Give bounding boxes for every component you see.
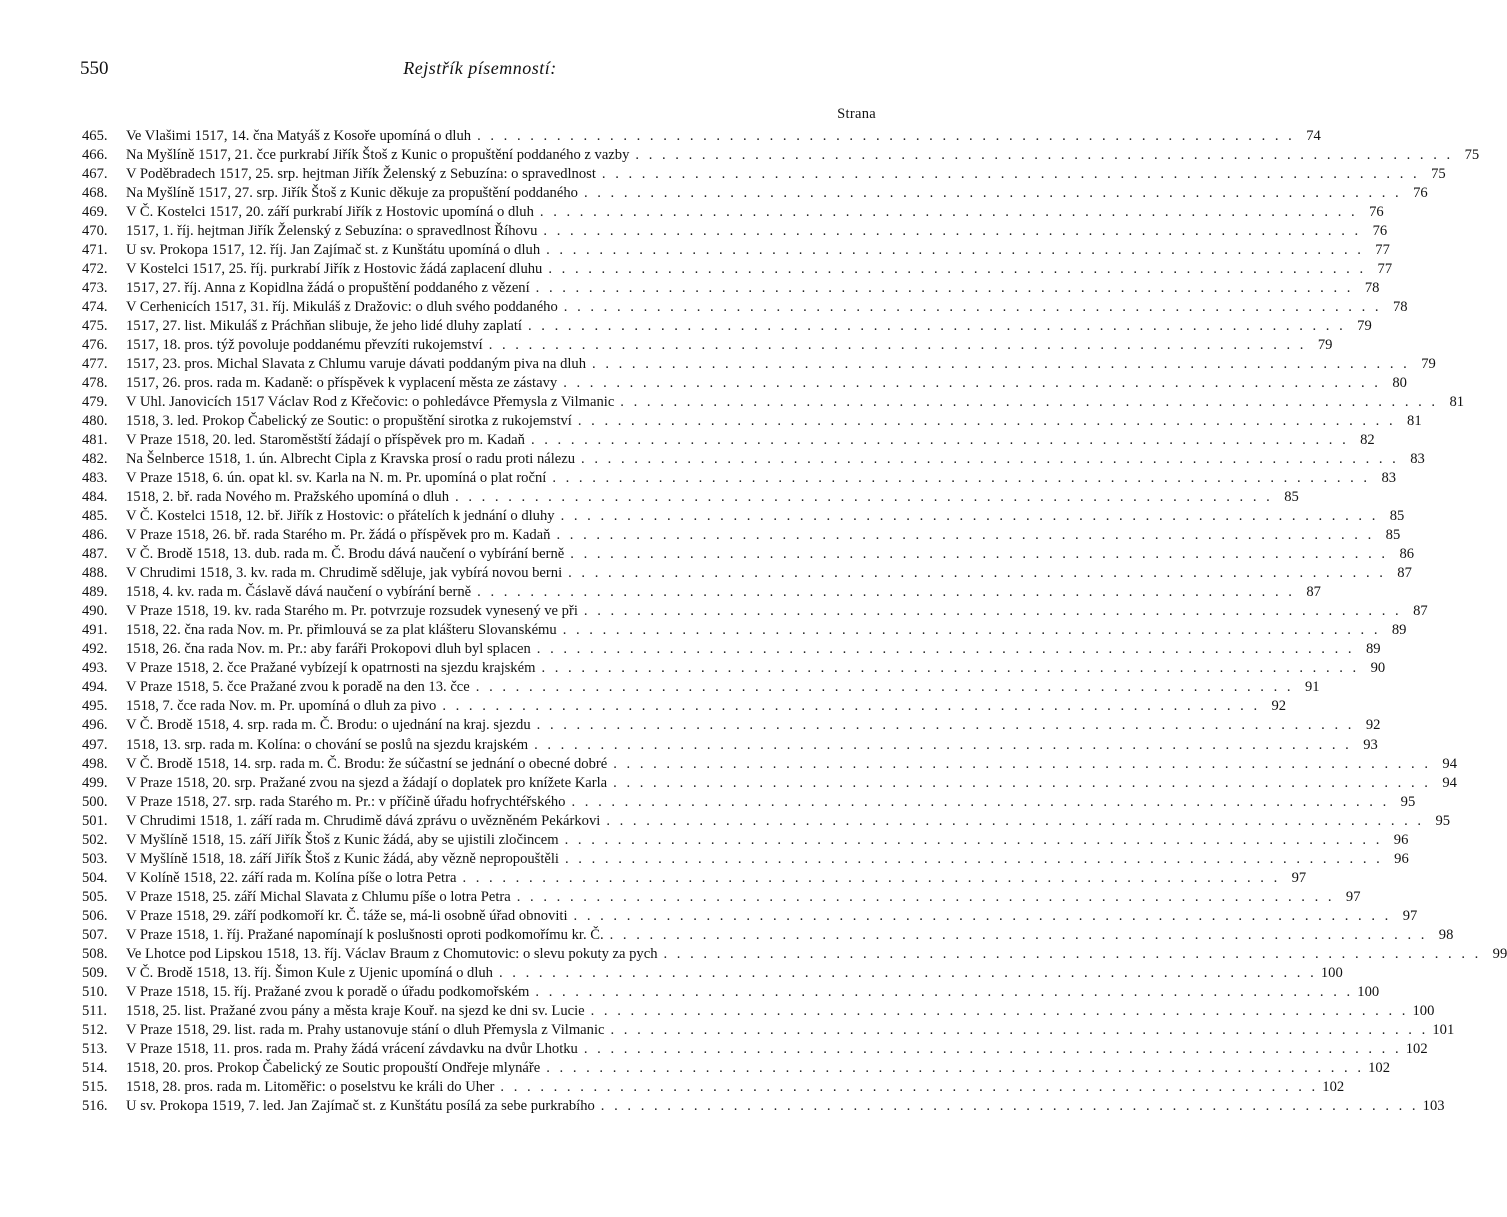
dot-leader (493, 964, 1321, 983)
entry-page-number: 85 (1284, 489, 1299, 506)
entry-description: V Chrudimi 1518, 3. kv. rada m. Chrudimě sděluje, jak vybírá novou berni (126, 565, 563, 582)
entry-number: 498. (82, 755, 108, 772)
entry-page-number: 79 (1357, 318, 1372, 335)
entry-number: 495. (82, 698, 108, 715)
entry-number: 474. (82, 299, 108, 316)
dot-leader (607, 755, 1435, 774)
entry-number: 511. (82, 1002, 107, 1019)
entry-description: V Praze 1518, 19. kv. rada Starého m. Pr. potvrzuje rozsudek vynesený ve při (126, 603, 578, 620)
dot-leader (575, 450, 1403, 469)
dot-leader (568, 907, 1396, 926)
dot-leader (456, 869, 1284, 888)
dot-leader (585, 1002, 1413, 1021)
running-title: Rejstřík písemností: (403, 58, 557, 78)
dot-leader (607, 774, 1435, 793)
entry-number: 477. (82, 356, 108, 373)
entry-page-number: 79 (1317, 337, 1333, 354)
entry-description: 1517, 1. říj. hejtman Jiřík Želenský z Sebuzína: o spravedlnost Říhovu (126, 223, 538, 240)
register-entry (82, 393, 1465, 412)
entry-number: 470. (82, 223, 108, 240)
register-entry (82, 945, 1507, 964)
entry-description: V Praze 1518, 29. září podkomoří kr. Č. táže se, má-li osobně úřad obnoviti (126, 907, 568, 924)
entry-description: V Č. Brodě 1518, 14. srp. rada m. Č. Brodu: že súčastní se jednání o obecné dobré (126, 755, 608, 772)
register-entry (82, 507, 1405, 526)
entry-number: 488. (82, 565, 108, 582)
entry-page-number: 97 (1291, 869, 1307, 886)
entry-number: 484. (82, 489, 108, 506)
entry-page-number: 77 (1375, 242, 1390, 259)
entry-number: 499. (82, 774, 108, 791)
register-entry (82, 374, 1407, 393)
entry-description: 1518, 7. čce rada Nov. m. Pr. upomíná o dluh za pivo (126, 698, 437, 715)
register-entry (82, 621, 1407, 640)
dot-leader (471, 127, 1299, 146)
entry-description: 1518, 3. led. Prokop Čabelický ze Soutic: o propuštění sirotka z rukojemství (126, 413, 572, 430)
entry-number: 516. (82, 1097, 108, 1114)
dot-leader (614, 393, 1442, 412)
entry-page-number: 94 (1442, 774, 1457, 791)
register-entry (82, 1059, 1390, 1078)
entry-number: 469. (82, 204, 108, 221)
dot-leader (522, 317, 1350, 336)
entry-description: 1517, 27. list. Mikuláš z Práchňan slibuje, že jeho lidé dluhy zaplatí (126, 318, 522, 335)
dot-leader (604, 926, 1432, 945)
register-entry (82, 850, 1409, 869)
entry-description: V Poděbradech 1517, 25. srp. hejtman Jiřík Želenský z Sebuzína: o spravedlnost (126, 166, 596, 183)
entry-number: 500. (82, 793, 108, 810)
entry-description: V Č. Brodě 1518, 13. říj. Šimon Kule z Ujenic upomíná o dluh (126, 964, 493, 981)
dot-leader (449, 488, 1277, 507)
entry-description: V Praze 1518, 20. led. Staroměstští žádají o příspěvek pro m. Kadaň (126, 432, 525, 449)
register-entry (82, 545, 1415, 564)
entry-page-number: 100 (1357, 983, 1380, 1000)
entry-page-number: 92 (1365, 717, 1381, 734)
entry-page-number: 98 (1438, 926, 1454, 943)
register-entry (82, 659, 1386, 678)
entry-number: 497. (82, 736, 108, 753)
entry-number: 493. (82, 660, 108, 677)
register-entry (82, 431, 1375, 450)
register-entry (82, 869, 1307, 888)
entry-page-number: 76 (1413, 185, 1428, 202)
register-entry (82, 1021, 1455, 1040)
dot-leader (562, 564, 1390, 583)
entry-description: 1517, 27. říj. Anna z Kopidlna žádá o propuštění poddaného z vězení (126, 280, 530, 297)
page-number: 550 (80, 58, 109, 79)
dot-leader (600, 812, 1428, 831)
register-entry (82, 336, 1333, 355)
entry-description: V Praze 1518, 5. čce Pražané zvou k poradě na den 13. čce (126, 679, 470, 696)
entry-description: V Č. Brodě 1518, 13. dub. rada m. Č. Brodu dává naučení o vybírání berně (126, 546, 565, 563)
register-entry (82, 736, 1378, 755)
entry-page-number: 87 (1306, 584, 1321, 601)
entry-description: V Praze 1518, 29. list. rada m. Prahy ustanovuje stání o dluh Přemysla z Vilmanic (126, 1021, 605, 1038)
dot-leader (572, 412, 1400, 431)
entry-description: Ve Lhotce pod Lipskou 1518, 13. říj. Václav Braum z Chomutovic: o slevu pokuty za pych (126, 945, 658, 962)
entry-page-number: 90 (1370, 660, 1386, 677)
entry-number: 489. (82, 584, 108, 601)
entry-page-number: 92 (1271, 698, 1287, 715)
entry-number: 501. (82, 812, 108, 829)
dot-leader (586, 355, 1414, 374)
dot-leader (604, 1021, 1432, 1040)
register-entry (82, 222, 1388, 241)
entry-page-number: 81 (1407, 413, 1422, 430)
entry-number: 503. (82, 850, 108, 867)
register-entry (82, 1097, 1445, 1116)
register-entry (82, 127, 1321, 146)
entry-page-number: 100 (1412, 1002, 1435, 1019)
entry-description: V Cerhenicích 1517, 31. říj. Mikuláš z Dražovic: o dluh svého poddaného (126, 299, 558, 316)
entry-page-number: 94 (1442, 755, 1457, 772)
entry-number: 491. (82, 622, 108, 639)
entry-number: 512. (82, 1021, 108, 1038)
dot-leader (546, 469, 1374, 488)
entry-page-number: 85 (1389, 508, 1405, 525)
entry-page-number: 89 (1391, 622, 1407, 639)
register-entry (82, 260, 1393, 279)
entry-description: V Č. Kostelci 1517, 20. září purkrabí Jiřík z Hostovic upomíná o dluh (126, 204, 534, 221)
entry-number: 471. (82, 242, 108, 259)
entry-number: 475. (82, 318, 108, 335)
register-entry (82, 983, 1380, 1002)
dot-leader (565, 793, 1393, 812)
entry-number: 508. (82, 945, 108, 962)
entry-number: 476. (82, 337, 108, 354)
dot-leader (540, 1059, 1368, 1078)
dot-leader (558, 298, 1386, 317)
register-entry (82, 926, 1454, 945)
dot-leader (557, 374, 1385, 393)
register-entry (82, 469, 1397, 488)
entry-page-number: 78 (1364, 280, 1380, 297)
register-entry (82, 412, 1422, 431)
dot-leader (436, 697, 1264, 716)
entry-number: 482. (82, 451, 108, 468)
entry-number: 487. (82, 546, 108, 563)
register-entry (82, 165, 1446, 184)
dot-leader (559, 850, 1387, 869)
entry-number: 478. (82, 375, 108, 392)
entry-number: 486. (82, 527, 108, 544)
dot-leader (629, 146, 1457, 165)
dot-leader (658, 945, 1486, 964)
entry-number: 504. (82, 869, 108, 886)
register-entry (82, 488, 1299, 507)
entry-description: V Praze 1518, 25. září Michal Slavata z Chlumu píše o lotra Petra (126, 888, 511, 905)
entry-number: 490. (82, 603, 108, 620)
entry-description: V Praze 1518, 1. říj. Pražané napomínají k poslušnosti oproti podkomořímu kr. Č. (126, 926, 604, 943)
entry-page-number: 102 (1405, 1040, 1428, 1057)
register-entry (82, 241, 1390, 260)
entry-description: V Kostelci 1517, 25. říj. purkrabí Jiřík z Hostovic žádá zaplacení dluhu (126, 261, 543, 278)
entry-description: 1518, 22. čna rada Nov. m. Pr. přimlouvá se za plat klášteru Slovanskému (126, 622, 557, 639)
entry-page-number: 97 (1402, 907, 1418, 924)
dot-leader (550, 526, 1378, 545)
entry-number: 465. (82, 128, 108, 144)
entry-page-number: 97 (1345, 888, 1361, 905)
entry-number: 502. (82, 831, 108, 848)
entry-description: 1518, 25. list. Pražané zvou pány a města kraje Kouř. na sjezd ke dni sv. Lucie (126, 1002, 585, 1019)
entry-description: V Praze 1518, 6. ún. opat kl. sv. Karla na N. m. Pr. upomíná o plat roční (126, 470, 547, 487)
entry-description: V Praze 1518, 27. srp. rada Starého m. Pr.: v příčině úřadu hofrychtéřského (126, 793, 566, 810)
dot-leader (525, 431, 1353, 450)
entry-page-number: 101 (1432, 1021, 1455, 1038)
register-entry (82, 602, 1428, 621)
dot-leader (471, 583, 1299, 602)
register-entry (82, 526, 1401, 545)
register-entry (82, 888, 1361, 907)
register-list (82, 127, 1507, 1116)
entry-number: 515. (82, 1078, 108, 1095)
entry-number: 479. (82, 394, 108, 411)
entry-number: 485. (82, 508, 108, 525)
entry-page-number: 86 (1399, 546, 1415, 563)
register-entry (82, 583, 1321, 602)
entry-description: Na Myšlíně 1517, 27. srp. Jiřík Štoš z Kunic děkuje za propuštění poddaného (126, 185, 578, 202)
entry-description: 1518, 4. kv. rada m. Čáslavě dává naučení o vybírání berně (126, 584, 472, 601)
entry-description: V Č. Brodě 1518, 4. srp. rada m. Č. Brodu: o ujednání na kraj. sjezdu (126, 717, 531, 734)
entry-number: 483. (82, 470, 108, 487)
register-entry (82, 716, 1381, 735)
dot-leader (483, 336, 1311, 355)
register-entry (82, 564, 1412, 583)
dot-leader (564, 545, 1392, 564)
entry-description: 1517, 18. pros. týž povoluje poddanému převzíti rukojemství (126, 337, 483, 354)
entry-description: V Praze 1518, 20. srp. Pražané zvou na sjezd a žádají o doplatek pro knížete Karla (126, 774, 608, 791)
entry-description: V Myšlíně 1518, 18. září Jiřík Štoš z Kunic žádá, aby vězně nepropouštěli (126, 850, 559, 867)
register-entry (82, 774, 1457, 793)
dot-leader (528, 736, 1356, 755)
entry-description: Na Šelnberce 1518, 1. ún. Albrecht Cipla z Kravska prosí o radu proti nálezu (126, 451, 576, 468)
dot-leader (578, 1040, 1406, 1059)
entry-page-number: 91 (1304, 679, 1320, 696)
entry-number: 514. (82, 1059, 108, 1076)
register-entry (82, 1040, 1428, 1059)
entry-description: 1517, 26. pros. rada m. Kadaně: o příspěvek k vyplacení města ze zástavy (126, 375, 558, 392)
entry-number: 466. (82, 147, 108, 164)
entry-description: 1518, 20. pros. Prokop Čabelický ze Soutic propouští Ondřeje mlynáře (126, 1059, 541, 1076)
dot-leader (557, 621, 1385, 640)
dot-leader (596, 165, 1424, 184)
entry-description: Ve Vlašimi 1517, 14. čna Matyáš z Kosoře upomíná o dluh (126, 128, 472, 144)
register-entry (82, 203, 1384, 222)
dot-leader (534, 203, 1362, 222)
dot-leader (530, 279, 1358, 298)
entry-number: 510. (82, 983, 108, 1000)
entry-number: 509. (82, 964, 108, 981)
register-entry (82, 812, 1451, 831)
register-entry (82, 355, 1436, 374)
entry-number: 480. (82, 413, 108, 430)
register-entry (82, 831, 1409, 850)
entry-page-number: 79 (1421, 356, 1436, 373)
entry-number: 507. (82, 926, 108, 943)
entry-description: V Chrudimi 1518, 1. září rada m. Chrudimě dává zprávu o uvězněném Pekárkovi (126, 812, 601, 829)
dot-leader (578, 184, 1406, 203)
entry-page-number: 96 (1394, 850, 1409, 867)
entry-page-number: 103 (1422, 1097, 1445, 1114)
register-entry (82, 279, 1380, 298)
entry-page-number: 83 (1381, 470, 1397, 487)
dot-leader (542, 260, 1370, 279)
entry-page-number: 96 (1393, 831, 1409, 848)
register-entry (82, 697, 1287, 716)
entry-number: 494. (82, 679, 108, 696)
entry-page-number: 100 (1320, 964, 1343, 981)
dot-leader (494, 1078, 1322, 1097)
dot-leader (537, 222, 1365, 241)
entry-page-number: 102 (1368, 1059, 1390, 1076)
entry-page-number: 82 (1360, 432, 1375, 449)
register-entry (82, 298, 1408, 317)
entry-page-number: 80 (1392, 375, 1407, 392)
entry-page-number: 76 (1372, 223, 1388, 240)
dot-leader (531, 716, 1359, 735)
dot-leader (470, 678, 1298, 697)
dot-leader (540, 241, 1368, 260)
entry-description: V Praze 1518, 2. čce Pražané vybízejí k opatrnosti na sjezdu krajském (126, 660, 536, 677)
entry-description: U sv. Prokopa 1517, 12. říj. Jan Zajímač st. z Kunštátu upomíná o dluh (126, 242, 541, 259)
entry-page-number: 74 (1306, 128, 1321, 144)
dot-leader (511, 888, 1339, 907)
entry-description: V Praze 1518, 11. pros. rada m. Prahy žádá vrácení závdavku na dvůr Lhotku (126, 1040, 578, 1057)
entry-page-number: 95 (1400, 793, 1416, 810)
register-entry (82, 317, 1372, 336)
entry-description: V Uhl. Janovicích 1517 Václav Rod z Křečovic: o pohledávce Přemysla z Vilmanic (126, 394, 615, 411)
entry-description: V Kolíně 1518, 22. září rada m. Kolína píše o lotra Petra (126, 869, 457, 886)
register-entry (82, 964, 1343, 983)
entry-page-number: 95 (1435, 812, 1451, 829)
entry-page-number: 85 (1385, 527, 1401, 544)
page-header (80, 58, 880, 88)
entry-description: 1518, 28. pros. rada m. Litoměřic: o poselstvu ke králi do Uher (126, 1078, 495, 1095)
register-entry (82, 184, 1428, 203)
register-entry (82, 793, 1416, 812)
entry-page-number: 83 (1410, 451, 1425, 468)
entry-number: 496. (82, 717, 108, 734)
entry-description: V Praze 1518, 26. bř. rada Starého m. Pr. žádá o příspěvek pro m. Kadaň (126, 527, 551, 544)
entry-page-number: 89 (1365, 641, 1381, 658)
page-column-label: Strana (837, 106, 876, 122)
entry-page-number: 93 (1363, 736, 1378, 753)
entry-description: 1518, 26. čna rada Nov. m. Pr.: aby faráři Prokopovi dluh byl splacen (126, 641, 531, 658)
register-entry (82, 640, 1381, 659)
entry-page-number: 87 (1413, 603, 1428, 620)
dot-leader (595, 1097, 1423, 1116)
register-entry (82, 1078, 1345, 1097)
dot-leader (578, 602, 1406, 621)
entry-description: Na Myšlíně 1517, 21. čce purkrabí Jiřík Štoš z Kunic o propuštění poddaného z vazby (126, 147, 630, 164)
entry-number: 467. (82, 166, 108, 183)
register-entry (82, 907, 1418, 926)
dot-leader (531, 640, 1359, 659)
entry-page-number: 78 (1392, 299, 1408, 316)
entry-description: V Myšlíně 1518, 15. září Jiřík Štoš z Kunic žádá, aby se ujistili zločincem (126, 831, 559, 848)
entry-description: U sv. Prokopa 1519, 7. led. Jan Zajímač st. z Kunštátu posílá za sebe purkrabího (126, 1097, 595, 1114)
entry-number: 481. (82, 432, 108, 449)
dot-leader (559, 831, 1387, 850)
entry-description: 1518, 2. bř. rada Nového m. Pražského upomíná o dluh (126, 489, 450, 506)
dot-leader (555, 507, 1383, 526)
entry-page-number: 102 (1322, 1078, 1345, 1095)
entry-description: V Praze 1518, 15. říj. Pražané zvou k poradě o úřadu podkomořském (126, 983, 530, 1000)
entry-description: 1518, 13. srp. rada m. Kolína: o chování se poslů na sjezdu krajském (126, 736, 529, 753)
dot-leader (529, 983, 1357, 1002)
entry-page-number: 75 (1464, 147, 1480, 164)
entry-number: 492. (82, 641, 108, 658)
register-entry (82, 146, 1480, 165)
dot-leader (535, 659, 1363, 678)
entry-number: 473. (82, 280, 108, 297)
entry-number: 513. (82, 1040, 108, 1057)
entry-number: 468. (82, 185, 108, 202)
entry-page-number: 99 (1492, 945, 1507, 962)
entry-page-number: 87 (1397, 565, 1412, 582)
entry-page-number: 81 (1449, 394, 1465, 411)
entry-page-number: 75 (1431, 166, 1446, 183)
entry-number: 506. (82, 907, 108, 924)
register-entry (82, 755, 1457, 774)
entry-description: 1517, 23. pros. Michal Slavata z Chlumu varuje dávati poddaným piva na dluh (126, 356, 587, 373)
register-entry (82, 450, 1425, 469)
register-entry (82, 1002, 1435, 1021)
entry-description: V Č. Kostelci 1518, 12. bř. Jiřík z Hostovic: o přátelích k jednání o dluhy (126, 508, 555, 525)
entry-number: 505. (82, 888, 108, 905)
entry-number: 472. (82, 261, 108, 278)
entry-page-number: 77 (1377, 261, 1393, 278)
entry-page-number: 76 (1369, 204, 1384, 221)
register-entry (82, 678, 1320, 697)
